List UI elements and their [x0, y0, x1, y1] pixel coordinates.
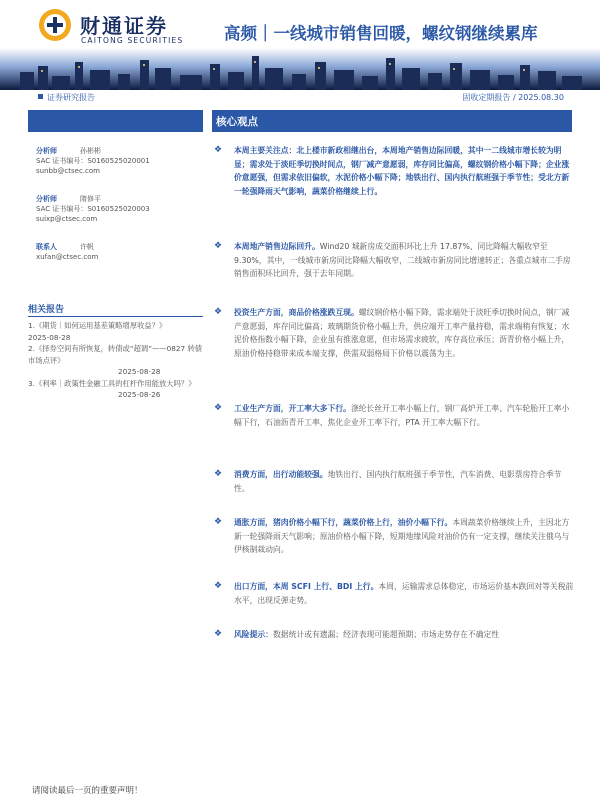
city-skyline-banner [0, 48, 600, 90]
point-body: 本周蔬菜价格继续上升，主因北方新一轮强降雨天气影响；原油价格小幅下降，短期地缘风险对油价仍有一定支撑，继续关注俄乌与伊核制裁动向。 [234, 518, 570, 554]
point-body: 地铁出行、国内执行航班强于季节性，汽车消费、电影票房符合季节性。 [234, 470, 562, 493]
sidebar-header-bar [28, 110, 203, 132]
logo-english-name: CAITONG SECURITIES [81, 36, 184, 45]
analyst-email[interactable]: suixp@ctsec.com [36, 215, 98, 223]
related-report-date: 2025-08-28 [118, 367, 161, 376]
analyst-block [36, 194, 150, 224]
diamond-bullet-icon: ❖ [214, 145, 223, 155]
related-reports-list [28, 320, 203, 401]
point-highlight: 工业生产方面，开工率大多下行。 [234, 404, 351, 413]
core-point [214, 580, 574, 607]
related-report-item[interactable] [28, 343, 203, 378]
diamond-bullet-icon: ❖ [214, 629, 223, 639]
point-highlight: 出口方面，本周 SCFI 上行、BDI 上行。 [234, 582, 379, 591]
related-report-item[interactable] [28, 320, 203, 343]
disclaimer-footer: 请阅读最后一页的重要声明！ [32, 786, 143, 796]
diamond-bullet-icon: ❖ [214, 241, 223, 251]
report-type-label [38, 92, 95, 103]
analyst-cert: SAC 证书编号：S0160525020001 [36, 157, 150, 165]
contact-email[interactable]: xufan@ctsec.com [36, 253, 99, 261]
core-point [214, 240, 574, 281]
core-point [214, 402, 574, 429]
diamond-bullet-icon: ❖ [214, 307, 223, 317]
point-highlight: 本周地产销售边际回升。 [234, 242, 320, 251]
report-title: 高频｜一线城市销售回暖，螺纹钢继续累库 [224, 24, 538, 43]
core-view-title: 核心观点 [216, 116, 258, 128]
related-report-title[interactable]: 3.《利率｜政策性金融工具的杠杆作用能放大吗？》 [28, 378, 196, 388]
diamond-bullet-icon: ❖ [214, 403, 223, 413]
core-point [214, 144, 574, 198]
analyst-name: 隋修平 [80, 195, 101, 203]
related-report-date: 2025-08-28 [28, 332, 71, 342]
point-body: 螺纹钢价格小幅下降，需求端处于淡旺季切换时间点，钢厂减产意愿弱，库存同比偏高；玻璃期货价格小幅上升，供应端开工率产量持稳，需求端稍有恢复；水泥价格指数小幅下降，企业虽有推涨意愿，但市场需求疲软，库存高位承压；沥青价格小幅上升，原油价格持稳带来成本端支撑，供需双弱格局下价格以震荡为主。 [234, 308, 570, 358]
report-type-text: 证券研究报告 [47, 93, 95, 102]
diamond-bullet-icon: ❖ [214, 581, 223, 591]
analyst-block [36, 146, 150, 176]
point-highlight: 投资生产方面，商品价格涨跌互现。 [234, 308, 359, 317]
analyst-cert: SAC 证书编号：S0160525020003 [36, 205, 150, 213]
related-report-title[interactable]: 1.《期货｜如何运用基差策略增厚收益？》 [28, 321, 167, 330]
logo-chinese-name: 财通证券 [80, 14, 168, 38]
core-point [214, 306, 574, 360]
diamond-bullet-icon: ❖ [214, 517, 223, 527]
square-bullet-icon [38, 94, 43, 99]
report-header [0, 0, 600, 90]
report-date-label: 固收定期报告 / 2025.08.30 [462, 93, 564, 102]
contact-role: 联系人 [36, 243, 57, 251]
related-reports-divider [28, 316, 203, 317]
analyst-name: 孙彬彬 [80, 147, 101, 155]
core-point [214, 628, 574, 642]
point-highlight: 通胀方面，猪肉价格小幅下行，蔬菜价格上行，油价小幅下行。 [234, 518, 453, 527]
related-report-item[interactable] [28, 378, 203, 401]
point-highlight: 消费方面，出行动能较强。 [234, 470, 328, 479]
report-sub-bar [0, 90, 600, 104]
point-body: 涤纶长丝开工率小幅上行，钢厂高炉开工率、汽车轮胎开工率小幅下行，石油沥青开工率、焦化企业开工率下行，PTA 开工率大幅下行。 [234, 404, 570, 427]
core-view-header-bar [212, 110, 572, 132]
contact-block [36, 242, 98, 262]
point-body: Wind20 城新房成交面积环比上升 17.87%、同比降幅大幅收窄至 9.30%，其中，一线城市新房同比降幅大幅收窄，二线城市新房同比增速转正；各重点城市二手房销售面积环比回升，强于去年同期。 [234, 242, 571, 278]
analyst-role: 分析师 [36, 147, 57, 155]
point-body: 数据统计或有遗漏；经济表现可能超预期；市场走势存在不确定性 [272, 630, 500, 639]
point-highlight: 本周主要关注点：北上楼市新政相继出台，本周地产销售边际回暖，其中一二线城市增长较为明显；需求处于淡旺季切换时间点，钢厂减产意愿弱，库存同比偏高，螺纹钢价格小幅下降；企业涨价意愿强，但需求依旧偏软，水泥价格小幅下降；地铁出行、国内执行航班强于季节性；受北方新一轮强降雨天气影响，蔬菜价格继续上行。 [234, 146, 570, 196]
related-report-date: 2025-08-26 [118, 390, 161, 399]
related-reports-title: 相关报告 [28, 305, 65, 315]
analyst-role: 分析师 [36, 195, 57, 203]
diamond-bullet-icon: ❖ [214, 469, 223, 479]
point-highlight: 风险提示： [234, 630, 273, 639]
core-point [214, 468, 574, 495]
analyst-email[interactable]: sunbb@ctsec.com [36, 167, 100, 175]
point-body: 本周，运输需求总体稳定，市场运价基本跌回对等关税前水平，出现反弹走势。 [234, 582, 574, 605]
caitong-logo-icon [38, 8, 72, 42]
contact-name: 许帆 [80, 243, 94, 251]
core-point [214, 516, 574, 557]
company-logo [38, 8, 188, 48]
related-report-title[interactable]: 2.《择券空间有所恢复，转债或“超调”——0827 转债市场点评》 [28, 344, 203, 365]
